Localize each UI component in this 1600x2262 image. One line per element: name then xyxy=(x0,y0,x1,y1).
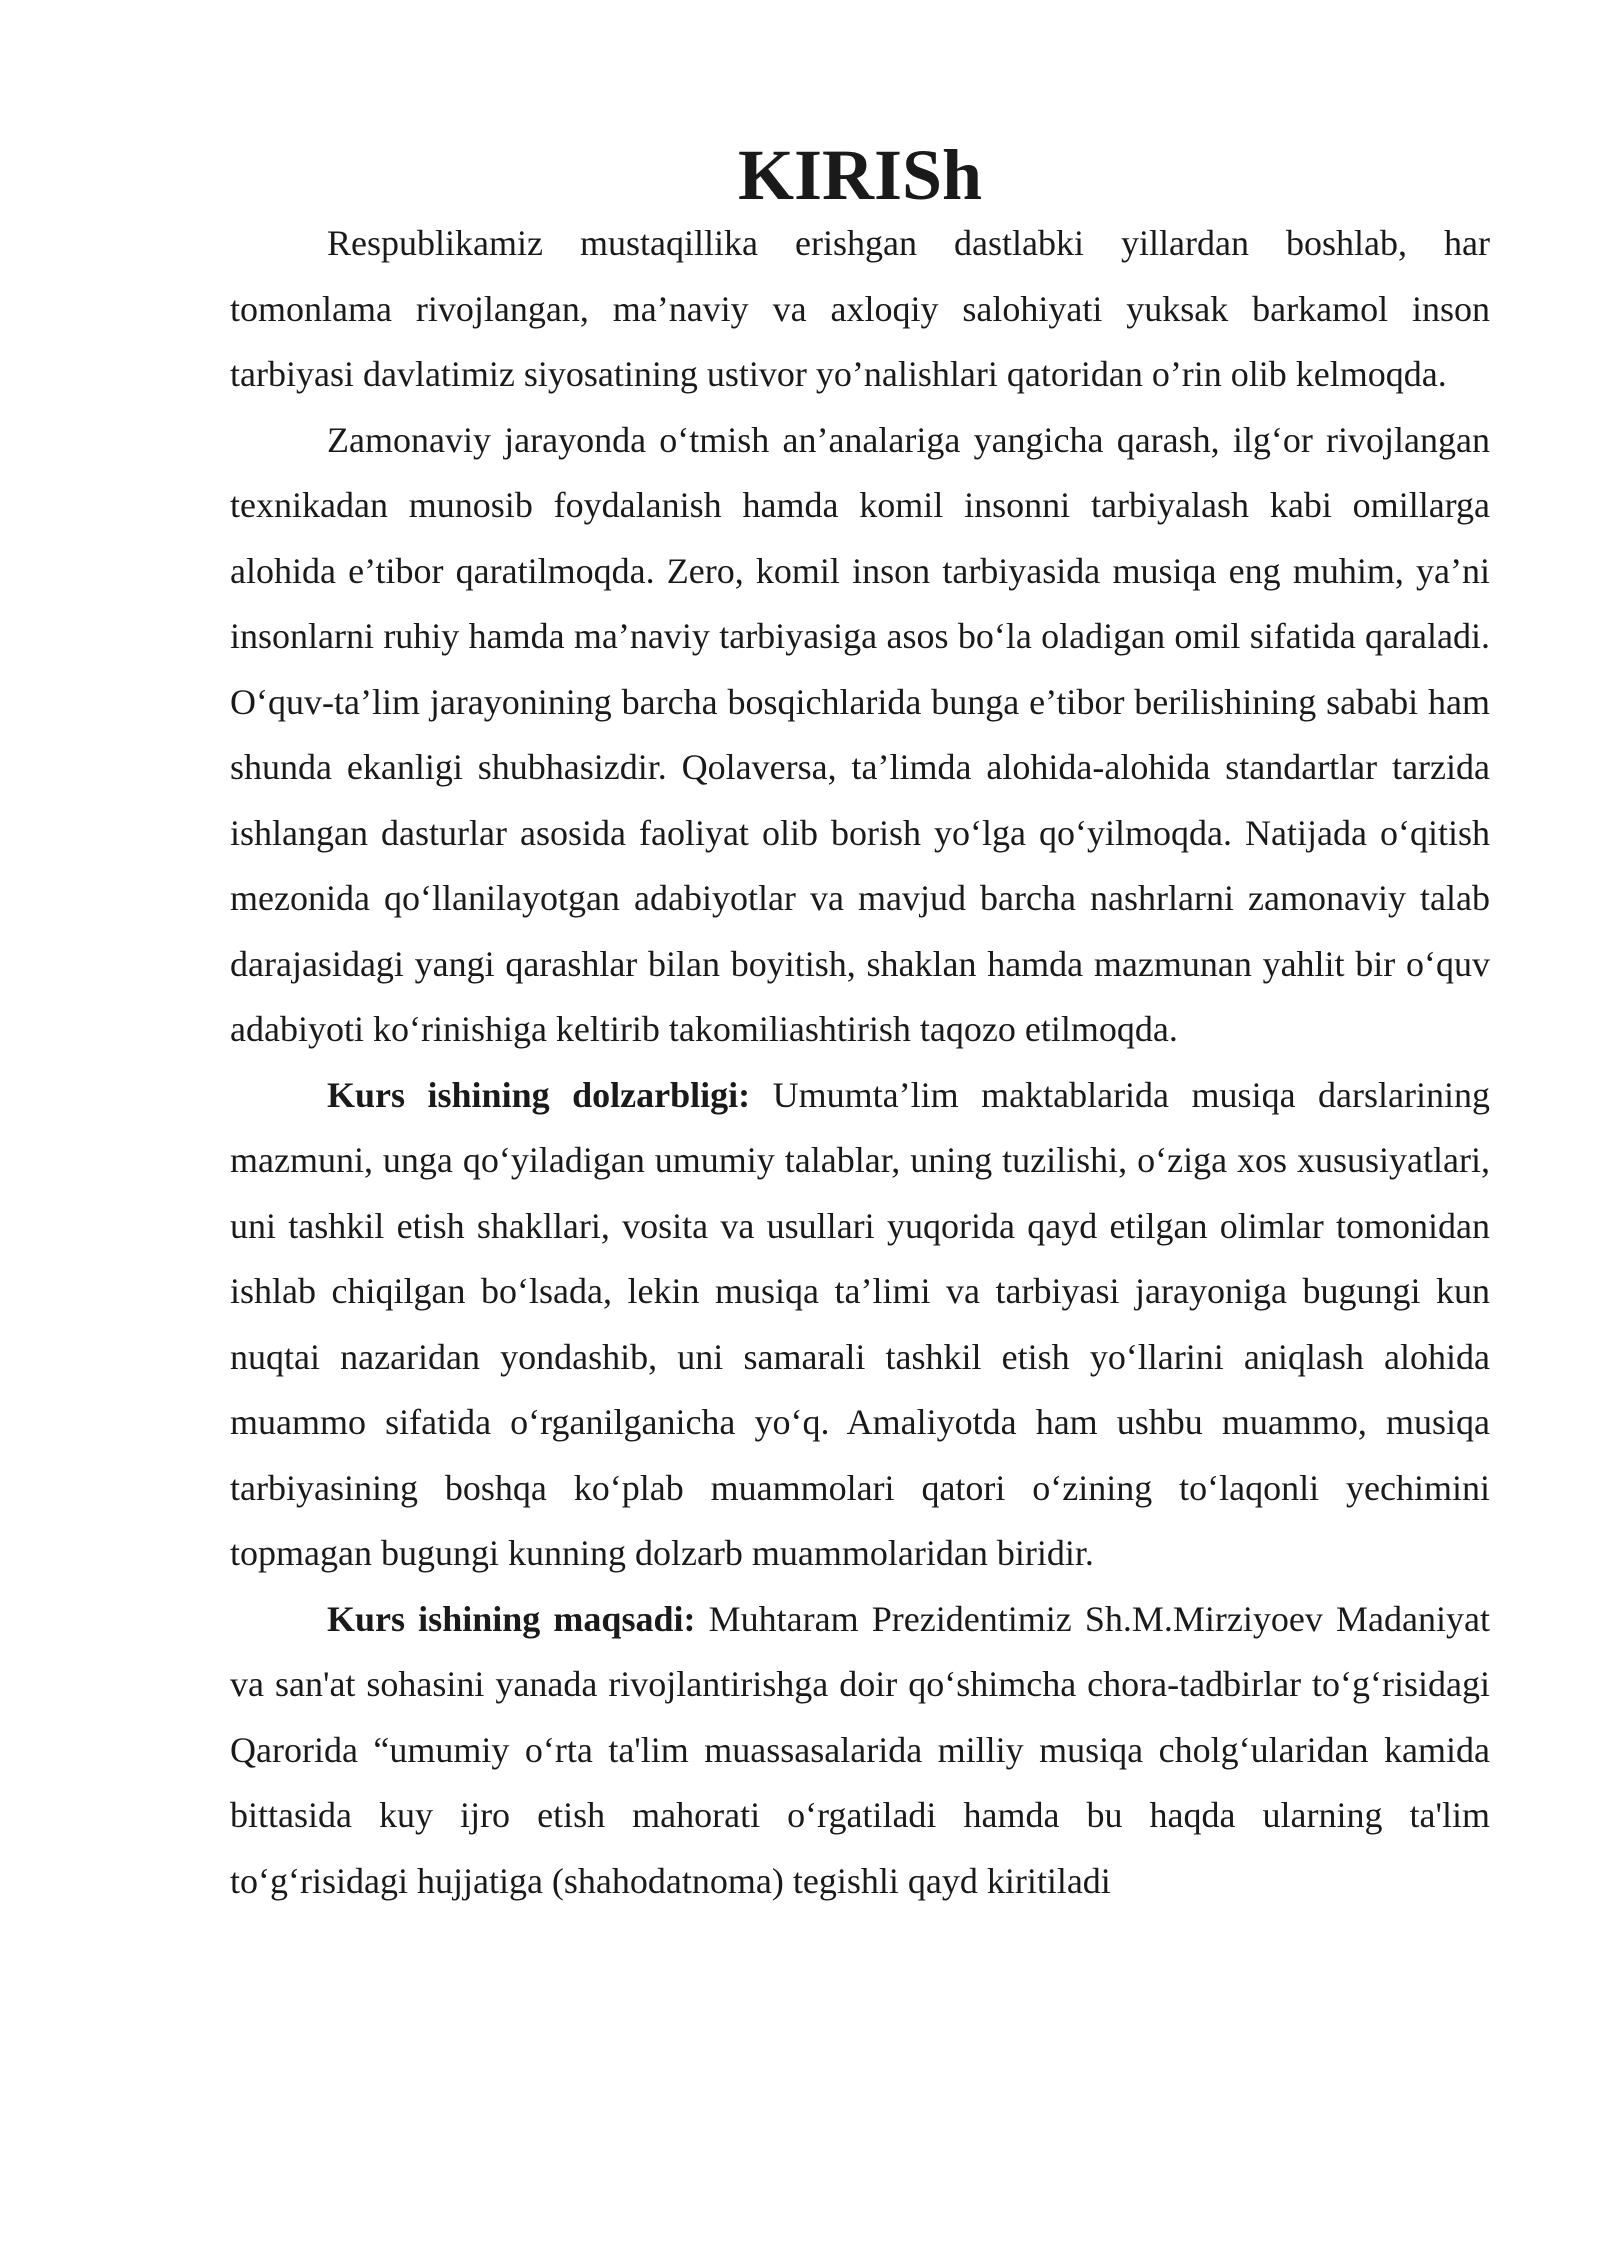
paragraph-lead: Kurs ishining maqsadi: xyxy=(327,1598,696,1639)
paragraph-modern-process xyxy=(230,408,1490,1063)
paragraph-goal xyxy=(230,1587,1490,1915)
paragraph-text: Umumta’lim maktablarida musiqa darslarining mazmuni, unga qo‘yiladigan umumiy talablar, uning tuzilishi, o‘ziga xos xususiyatlari, uni tashkil etish shakllari, vosita va usullari yuqorida qayd etilgan olimlar tomonidan ishlab chiqilgan bo‘lsada, lekin musiqa ta’limi va tarbiyasi jarayoniga bugungi kun nuqtai nazaridan yondashib, uni samarali tashkil etish yo‘llarini aniqlash alohida muammo sifatida o‘rganilganicha yo‘q. Amaliyotda ham ushbu muammo, musiqa tarbiyasining boshqa ko‘plab muammolari qatori o‘zining to‘laqonli yechimini topmagan bugungi kunning dolzarb muammolaridan biridir. xyxy=(230,1074,1491,1573)
paragraph-relevance xyxy=(230,1063,1490,1587)
paragraph-text: Zamonaviy jarayonda o‘tmish an’analariga yangicha qarash, ilg‘or rivojlangan texnikadan munosib foydalanish hamda komil insonni tarbiyalash kabi omillarga alohida e’tibor qaratilmoqda. Zero, komil inson tarbiyasida musiqa eng muhim, ya’ni insonlarni ruhiy hamda ma’naviy tarbiyasiga asos bo‘la oladigan omil sifatida qaraladi. O‘quv-ta’lim jarayonining barcha bosqichlarida bunga e’tibor berilishining sababi ham shunda ekanligi shubhasizdir. Qolaversa, ta’limda alohida-alohida standartlar tarzida ishlangan dasturlar asosida faoliyat olib borish yo‘lga qo‘yilmoqda. Natijada o‘qitish mezonida qo‘llanilayotgan adabiyotlar va mavjud barcha nashrlarni zamonaviy talab darajasidagi yangi qarashlar bilan boyitish, shaklan hamda mazmunan yahlit bir o‘quv adabiyoti ko‘rinishiga keltirib takomiliashtirish taqozo etilmoqda. xyxy=(230,419,1490,1049)
paragraph-text: Respublikamiz mustaqillika erishgan dastlabki yillardan boshlab, har tomonlama rivojlangan, ma’naviy va axloqiy salohiyati yuksak barkamol inson tarbiyasi davlatimiz siyosatining ustivor yo’nalishlari qatoridan o’rin olib kelmoqda. xyxy=(230,223,1490,394)
page-title: KIRISh xyxy=(737,135,983,215)
document-page xyxy=(230,135,1491,1914)
paragraph-lead: Kurs ishining dolzarbligi: xyxy=(327,1074,751,1115)
paragraph-text: Muhtaram Prezidentimiz Sh.M.Mirziyoev Madaniyat va san'at sohasini yanada rivojlantirishga doir qo‘shimcha chora-tadbirlar to‘g‘risidagi Qarorida “umumiy o‘rta ta'lim muassasalarida milliy musiqa cholg‘ularidan kamida bittasida kuy ijro etish mahorati o‘rgatiladi hamda bu haqda ularning ta'lim to‘g‘risidagi hujjatiga (shahodatnoma) tegishli qayd kiritiladi xyxy=(230,1598,1490,1901)
paragraph-intro xyxy=(230,211,1490,408)
